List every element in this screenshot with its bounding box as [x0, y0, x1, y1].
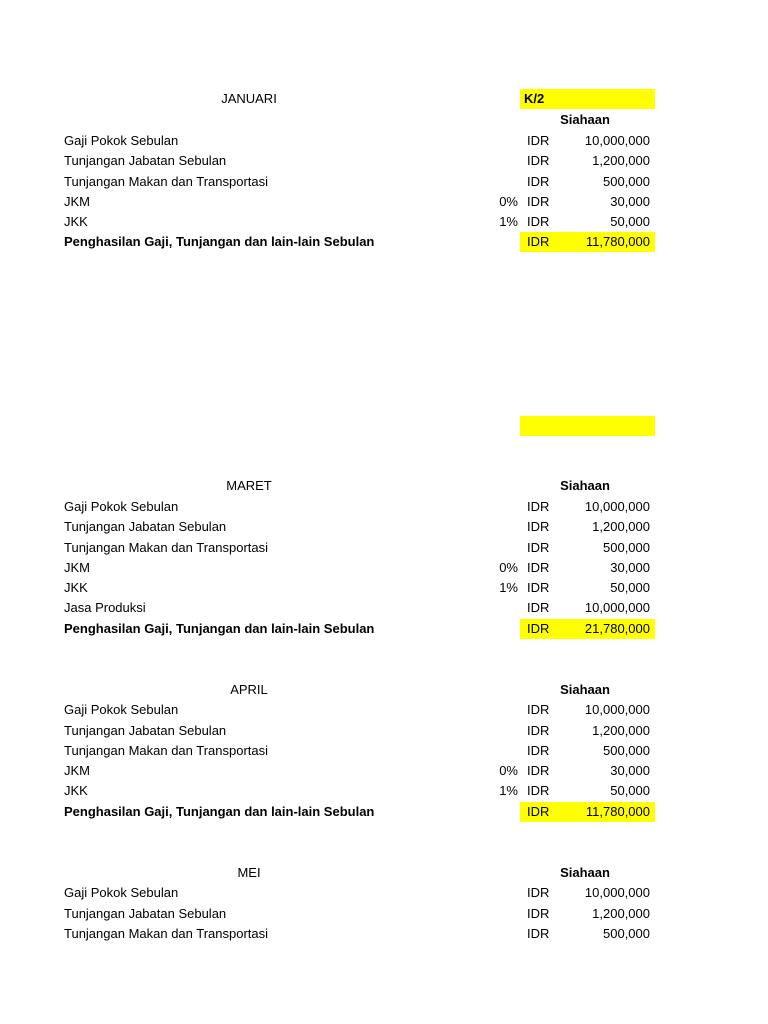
employee-name: Siahaan	[560, 112, 610, 127]
row-amount: 10,000,000	[584, 499, 650, 514]
row-percent	[480, 741, 518, 761]
row-percent	[480, 883, 518, 903]
row-label: Jasa Produksi	[64, 600, 146, 615]
employee-name: Siahaan	[560, 682, 610, 697]
row-amount: 1,200,000	[592, 153, 650, 168]
status-code: K/2	[524, 91, 545, 106]
row-percent	[480, 538, 518, 558]
row-currency: IDR	[527, 702, 550, 717]
row-currency: IDR	[527, 560, 550, 575]
row-label: JKK	[64, 580, 88, 595]
row-amount: 50,000	[610, 214, 650, 229]
row-currency: IDR	[527, 580, 550, 595]
employee-name: Siahaan	[560, 865, 610, 880]
row-currency: IDR	[527, 600, 550, 615]
row-percent: 0%	[499, 194, 518, 209]
total-label: Penghasilan Gaji, Tunjangan dan lain-lain Sebulan	[64, 234, 375, 249]
row-label: Tunjangan Makan dan Transportasi	[64, 174, 269, 189]
total-currency: IDR	[527, 234, 550, 249]
row-label: Gaji Pokok Sebulan	[64, 702, 179, 717]
row-label: Tunjangan Jabatan Sebulan	[64, 519, 227, 534]
row-label: Tunjangan Jabatan Sebulan	[64, 723, 227, 738]
row-label: Gaji Pokok Sebulan	[64, 133, 179, 148]
row-percent	[480, 700, 518, 720]
total-currency: IDR	[527, 621, 550, 636]
row-label: JKK	[64, 783, 88, 798]
month-title-mei: MEI	[237, 865, 261, 880]
row-label: Gaji Pokok Sebulan	[64, 499, 179, 514]
row-percent	[480, 151, 518, 171]
row-currency: IDR	[527, 133, 550, 148]
row-amount: 50,000	[610, 580, 650, 595]
row-amount: 1,200,000	[592, 906, 650, 921]
row-percent	[480, 721, 518, 741]
row-currency: IDR	[527, 743, 550, 758]
row-label: JKM	[64, 560, 90, 575]
row-amount: 10,000,000	[584, 885, 650, 900]
month-title-maret: MARET	[226, 478, 272, 493]
row-amount: 30,000	[610, 194, 650, 209]
row-percent	[480, 924, 518, 944]
row-currency: IDR	[527, 540, 550, 555]
row-currency: IDR	[527, 153, 550, 168]
row-label: Tunjangan Makan dan Transportasi	[64, 540, 269, 555]
row-currency: IDR	[527, 723, 550, 738]
row-amount: 10,000,000	[584, 702, 650, 717]
row-percent: 0%	[499, 560, 518, 575]
row-amount: 30,000	[610, 763, 650, 778]
row-label: Tunjangan Makan dan Transportasi	[64, 743, 269, 758]
row-currency: IDR	[527, 499, 550, 514]
row-currency: IDR	[527, 194, 550, 209]
row-percent: 0%	[499, 763, 518, 778]
row-currency: IDR	[527, 174, 550, 189]
row-amount: 30,000	[610, 560, 650, 575]
row-currency: IDR	[527, 926, 550, 941]
row-label: JKM	[64, 194, 90, 209]
row-currency: IDR	[527, 763, 550, 778]
row-percent: 1%	[499, 214, 518, 229]
row-label: JKM	[64, 763, 90, 778]
row-amount: 10,000,000	[584, 600, 650, 615]
row-percent: 1%	[499, 580, 518, 595]
employee-name: Siahaan	[560, 478, 610, 493]
row-label: JKK	[64, 214, 88, 229]
row-amount: 500,000	[603, 743, 650, 758]
total-label: Penghasilan Gaji, Tunjangan dan lain-lain Sebulan	[64, 804, 375, 819]
row-amount: 1,200,000	[592, 519, 650, 534]
row-percent	[480, 904, 518, 924]
empty-highlight-cell	[520, 416, 655, 436]
row-label: Gaji Pokok Sebulan	[64, 885, 179, 900]
row-percent	[480, 598, 518, 618]
row-percent	[480, 131, 518, 151]
total-amount: 11,780,000	[585, 234, 650, 249]
row-currency: IDR	[527, 885, 550, 900]
row-percent: 1%	[499, 783, 518, 798]
row-amount: 1,200,000	[592, 723, 650, 738]
month-title-april: APRIL	[230, 682, 268, 697]
row-currency: IDR	[527, 783, 550, 798]
row-amount: 10,000,000	[584, 133, 650, 148]
row-label: Tunjangan Jabatan Sebulan	[64, 153, 227, 168]
row-amount: 50,000	[610, 783, 650, 798]
row-label: Tunjangan Makan dan Transportasi	[64, 926, 269, 941]
total-label: Penghasilan Gaji, Tunjangan dan lain-lain Sebulan	[64, 621, 375, 636]
row-percent	[480, 172, 518, 192]
month-title-januari: JANUARI	[221, 91, 277, 106]
row-amount: 500,000	[603, 174, 650, 189]
row-currency: IDR	[527, 906, 550, 921]
row-currency: IDR	[527, 519, 550, 534]
row-percent	[480, 497, 518, 517]
row-amount: 500,000	[603, 926, 650, 941]
row-percent	[480, 517, 518, 537]
row-amount: 500,000	[603, 540, 650, 555]
total-amount: 21,780,000	[584, 621, 650, 636]
total-amount: 11,780,000	[585, 804, 650, 819]
row-label: Tunjangan Jabatan Sebulan	[64, 906, 227, 921]
total-currency: IDR	[527, 804, 550, 819]
row-currency: IDR	[527, 214, 550, 229]
